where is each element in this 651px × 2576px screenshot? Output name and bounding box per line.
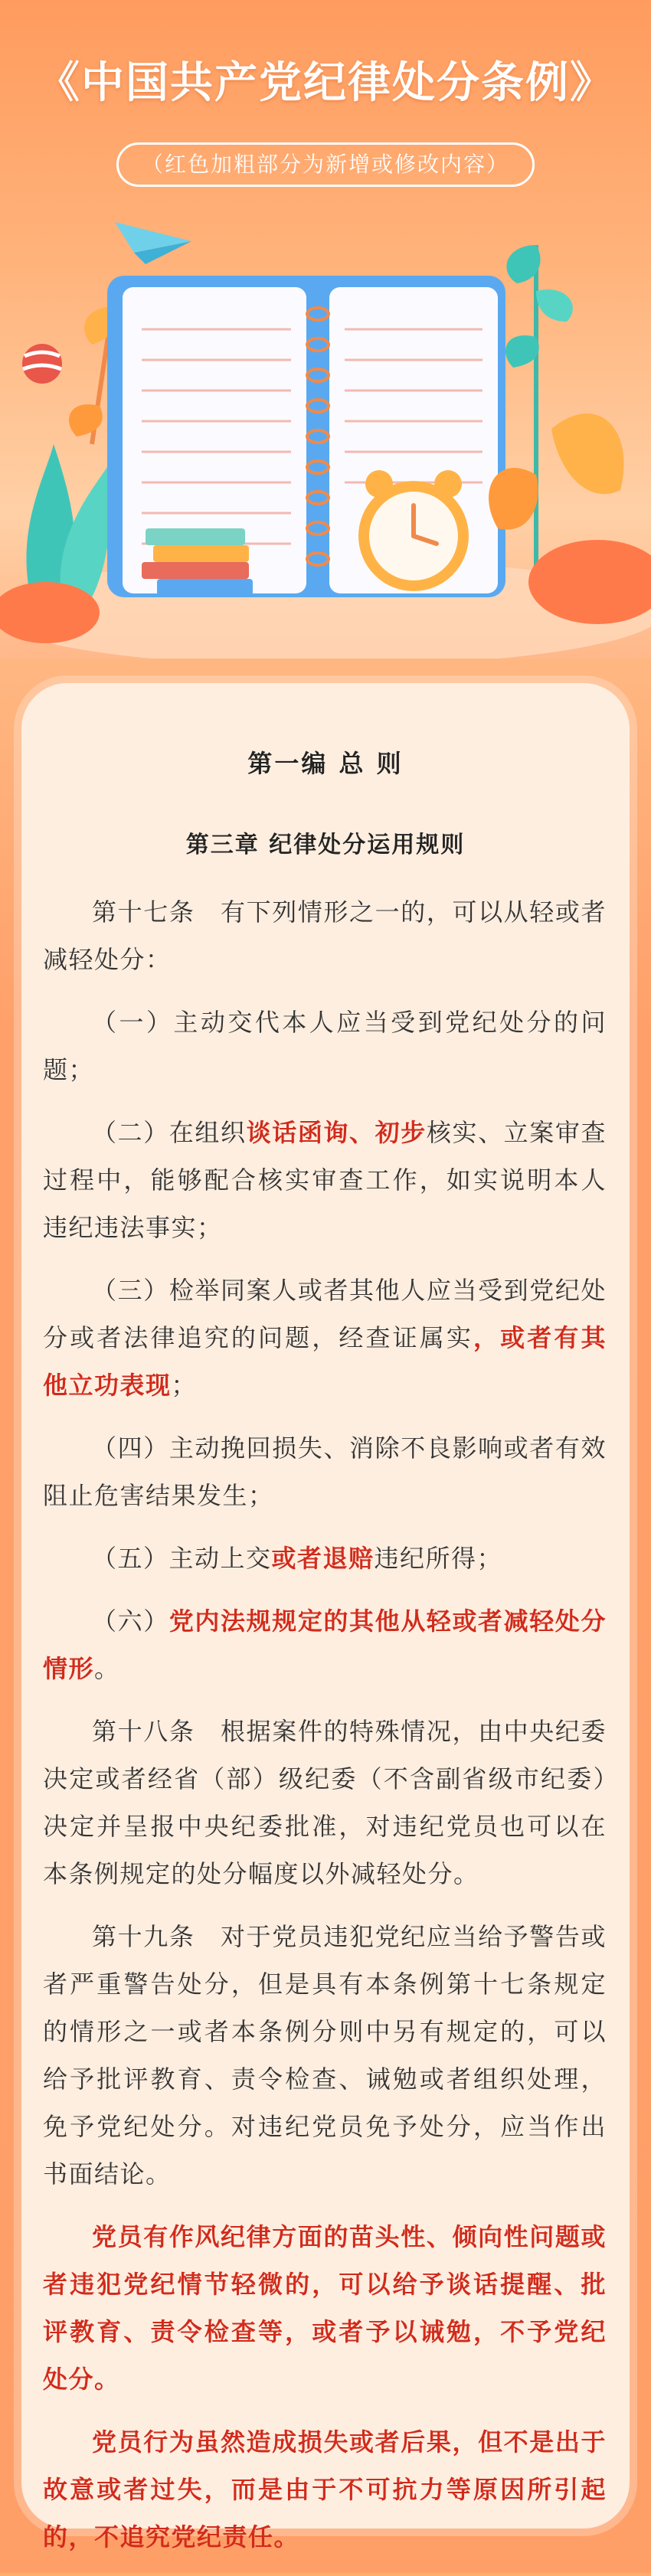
item-5-new-text: 或者退赔 [271,1544,375,1573]
new-paragraph-1: 党员有作风纪律方面的苗头性、倾向性问题或者违犯党纪情节轻微的，可以给予谈话提醒、批评教育、责令检查等，或者予以诫勉，不予党纪处分。 [43,2222,607,2394]
article-19: 第十九条 对于党员违犯党纪应当给予警告或者严重警告处分，但是具有本条例第十七条规定的情形之一或者本条例分则中另有规定的，可以给予批评教育、责令检查、诫勉或者组织处理，免予党纪处分。对违纪党员免予处分，应当作出书面结论。 [43,1922,607,2189]
part-title: 第一编 总 则 [247,749,404,778]
item-3-new-text: ，或者有其他立功表现 [43,1323,607,1400]
chapter-title: 第三章 纪律处分运用规则 [185,832,466,858]
article-17-item-1: （一）主动交代本人应当受到党纪处分的问题； [43,1008,607,1084]
item-5-text: （五）主动上交 [92,1544,272,1573]
item-6-text: （六） [92,1607,169,1636]
content-card [21,683,630,2551]
article-17-item-3 [43,1267,607,1409]
notebook-illustration [0,199,651,659]
article-17-item-2 [43,1109,607,1251]
article-18: 第十八条 根据案件的特殊情况，由中央纪委决定或者经省（部）级纪委（不含副省级市纪委）决定并呈报中央纪委批准，对违纪党员也可以在本条例规定的处分幅度以外减轻处分。 [43,1717,607,1888]
article-17-item-4: （四）主动挽回损失、消除不良影响或者有效阻止危害结果发生； [43,1433,607,1510]
item-2-text-end: 核实、立案审查过程中，能够配合核实审查工作，如实说明本人违纪违法事实； [43,1118,607,1242]
new-paragraph-2: 党员行为虽然造成损失或者后果，但不是出于故意或者过失，而是由于不可抗力等原因所引起的，不追究党纪责任。 [43,2427,607,2551]
subtitle-badge: （红色加粗部分为新增或修改内容） [116,142,535,187]
article-17-intro: 第十七条 有下列情形之一的，可以从轻或者减轻处分： [43,897,607,974]
header-banner [0,0,651,659]
item-5-text-end: 违纪所得； [374,1544,503,1573]
item-2-new-text: 谈话函询、初步 [246,1118,427,1147]
plant-right-icon [489,245,651,624]
alarm-clock-icon [358,470,469,591]
article-17-item-6 [43,1597,607,1692]
item-3-text-end: ； [171,1371,198,1400]
article-17-item-5 [43,1535,607,1582]
striped-ball-icon [22,344,62,384]
item-6-new-text: 党内法规规定的其他从轻或者减轻处分情形 [43,1607,607,1683]
paper-plane-icon [115,222,191,264]
page-title: 《中国共产党纪律处分条例》 [37,58,614,108]
item-6-text-end: 。 [94,1654,120,1683]
books-stack-icon [142,528,253,596]
item-3-text: （三）检举同案人或者其他人应当受到党纪处分或者法律追究的问题，经查证属实 [43,1276,607,1352]
item-2-text: （二）在组织 [92,1118,247,1147]
article-body [43,888,607,2576]
